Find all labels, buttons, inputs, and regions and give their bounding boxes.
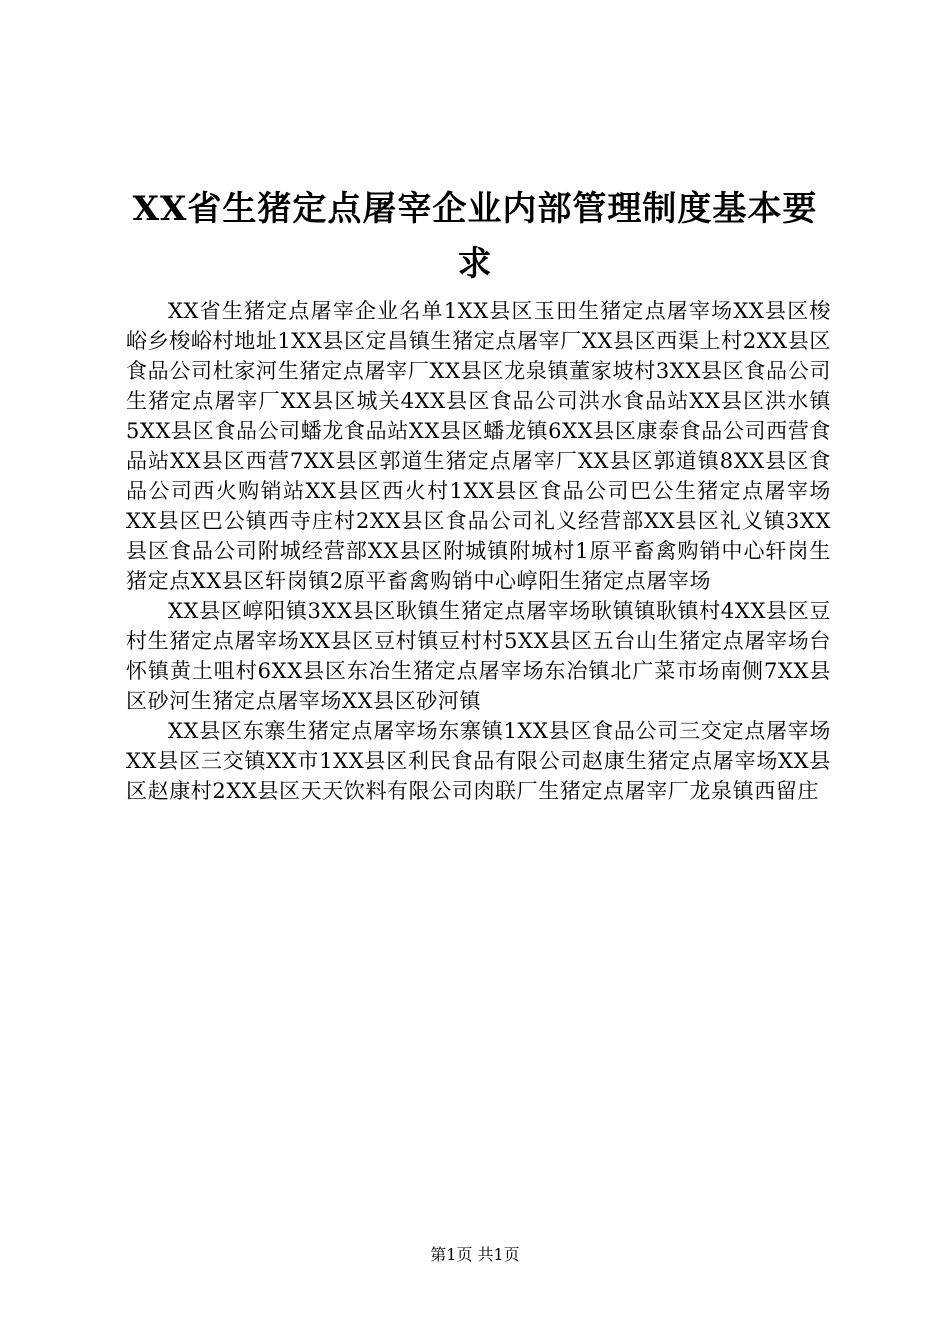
body-paragraph-1: XX省生猪定点屠宰企业名单1XX县区玉田生猪定点屠宰场XX县区梭峪乡梭峪村地址1XX县区定昌镇生猪定点屠宰厂XX县区西渠上村2XX县区食品公司杜家河生猪定点屠宰厂XX县区龙泉镇董家坡村3XX县区食品公司生猪定点屠宰厂XX县区城关4XX县区食品公司洪水食品站XX县区洪水镇5XX县区食品公司蟠龙食品站XX县区蟠龙镇6XX县区康泰食品公司西营食品站XX县区西营7XX县区郭道生猪定点屠宰厂XX县区郭道镇8XX县区食品公司西火购销站XX县区西火村1XX县区食品公司巴公生猪定点屠宰场XX县区巴公镇西寺庄村2XX县区食品公司礼义经营部XX县区礼义镇3XX县区食品公司附城经营部XX县区附城镇附城村1原平畜禽购销中心轩岗生猪定点XX县区轩岗镇2原平畜禽购销中心崞阳生猪定点屠宰场 [126, 299, 831, 593]
body-paragraph-2: XX县区崞阳镇3XX县区耿镇生猪定点屠宰场耿镇镇耿镇村4XX县区豆村生猪定点屠宰场XX县区豆村镇豆村村5XX县区五台山生猪定点屠宰场台怀镇黄土咀村6XX县区东冶生猪定点屠宰场东冶镇北广菜市场南侧7XX县区砂河生猪定点屠宰场XX县区砂河镇 [126, 599, 831, 713]
page-number-footer: 第1页 共1页 [430, 1245, 520, 1264]
document-title: XX省生猪定点屠宰企业内部管理制度基本要求 [132, 189, 818, 284]
body-paragraph-3: XX县区东寨生猪定点屠宰场东寨镇1XX县区食品公司三交定点屠宰场XX县区三交镇XX市1XX县区利民食品有限公司赵康生猪定点屠宰场XX县区赵康村2XX县区天天饮料有限公司肉联厂生猪定点屠宰厂龙泉镇西留庄 [126, 719, 831, 803]
document-body [126, 296, 831, 806]
